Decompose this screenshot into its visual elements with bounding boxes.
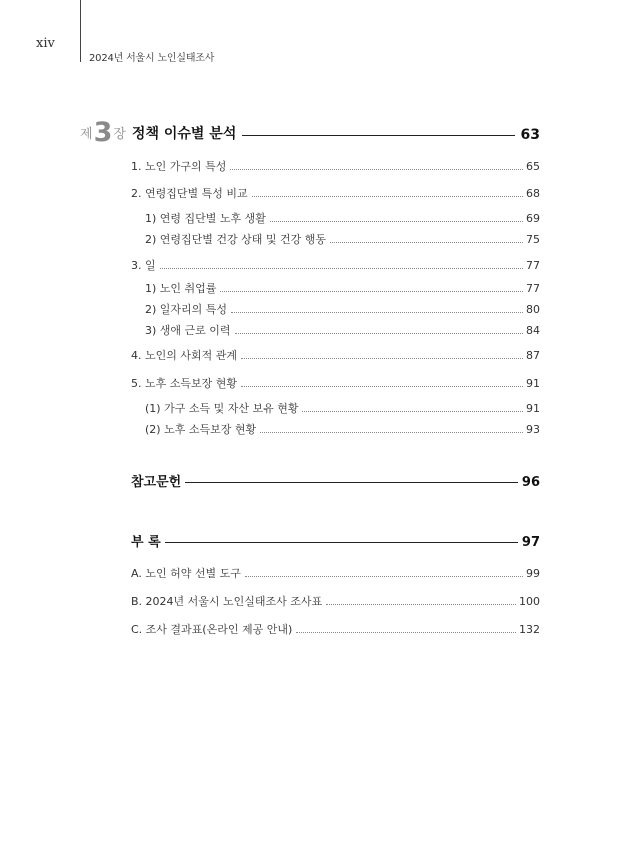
dot-leader [230, 169, 523, 170]
toc-entry-page: 77 [526, 282, 540, 295]
toc-entry-page: 77 [526, 259, 540, 272]
toc-entry-label: 3) 생애 근로 이력 [145, 324, 231, 337]
chapter-suffix: 장 [113, 127, 126, 142]
running-title: 2024년 서울시 노인실태조사 [89, 53, 215, 64]
header-divider [80, 0, 81, 62]
toc-entry-page: 75 [526, 233, 540, 246]
toc-entry[interactable] [131, 347, 540, 363]
dot-leader [241, 358, 523, 359]
toc-subentry[interactable] [145, 231, 540, 247]
toc-subentry[interactable] [145, 322, 540, 338]
page-number: xiv [36, 36, 55, 51]
appendix-page: 97 [521, 535, 540, 550]
chapter-number: 3 [93, 117, 113, 148]
dot-leader [260, 432, 523, 433]
dot-leader [252, 196, 523, 197]
toc-entry-page: 100 [519, 595, 540, 608]
toc-entry[interactable] [131, 158, 540, 174]
dot-leader [245, 576, 523, 577]
toc-entry-label: 4. 노인의 사회적 관계 [131, 349, 237, 362]
dot-leader [330, 242, 523, 243]
toc-entry-label: 1. 노인 가구의 특성 [131, 160, 227, 173]
references-title: 참고문헌 [131, 475, 182, 490]
toc-entry-page: 87 [526, 349, 540, 362]
toc-entry-page: 69 [526, 212, 540, 225]
toc-entry-label: B. 2024년 서울시 노인실태조사 조사표 [131, 595, 323, 608]
toc-entry-label: C. 조사 결과표(온라인 제공 안내) [131, 623, 293, 636]
appendix-entry[interactable] [131, 565, 540, 581]
toc-entry[interactable] [131, 375, 540, 391]
toc-entry-page: 80 [526, 303, 540, 316]
toc-entry-page: 84 [526, 324, 540, 337]
chapter-heading[interactable] [80, 116, 540, 146]
toc-entry[interactable] [131, 257, 540, 273]
toc-subentry[interactable] [145, 301, 540, 317]
chapter-page: 63 [520, 127, 540, 143]
toc-entry-page: 68 [526, 187, 540, 200]
toc-entry-label: 3. 일 [131, 259, 156, 272]
toc-entry-label: 1) 노인 취업률 [145, 282, 217, 295]
toc-subentry[interactable] [145, 280, 540, 296]
appendix-entry[interactable] [131, 593, 540, 609]
chapter-prefix: 제 [80, 127, 93, 142]
dot-leader [220, 291, 523, 292]
toc-subentry[interactable] [145, 421, 540, 437]
dot-leader [241, 386, 523, 387]
toc-entry-label: A. 노인 허약 선별 도구 [131, 567, 241, 580]
appendix-title: 부 록 [131, 535, 161, 550]
toc-entry-label: (2) 노후 소득보장 현황 [145, 423, 257, 436]
toc-entry-label: 5. 노후 소득보장 현황 [131, 377, 237, 390]
toc-entry-label: 1) 연령 집단별 노후 생활 [145, 212, 266, 225]
toc-entry-page: 91 [526, 402, 540, 415]
dot-leader [235, 333, 523, 334]
references-page: 96 [521, 475, 540, 490]
appendix-rule [165, 542, 518, 543]
dot-leader [270, 221, 523, 222]
toc-entry-label: 2) 일자리의 특성 [145, 303, 228, 316]
chapter-title: 정책 이슈별 분석 [131, 126, 237, 142]
dot-leader [160, 268, 523, 269]
dot-leader [302, 411, 523, 412]
references-rule [185, 482, 518, 483]
dot-leader [296, 632, 516, 633]
toc-entry-page: 132 [519, 623, 540, 636]
toc-entry[interactable] [131, 185, 540, 201]
toc-entry-label: (1) 가구 소득 및 자산 보유 현황 [145, 402, 299, 415]
appendix-entry[interactable] [131, 621, 540, 637]
toc-entry-page: 99 [526, 567, 540, 580]
toc-subentry[interactable] [145, 210, 540, 226]
toc-entry-label: 2. 연령집단별 특성 비교 [131, 187, 248, 200]
dot-leader [326, 604, 516, 605]
toc-entry-label: 2) 연령집단별 건강 상태 및 건강 행동 [145, 233, 327, 246]
dot-leader [231, 312, 523, 313]
toc-entry-page: 65 [526, 160, 540, 173]
toc-entry-page: 91 [526, 377, 540, 390]
chapter-rule [242, 135, 514, 136]
toc-subentry[interactable] [145, 400, 540, 416]
toc-entry-page: 93 [526, 423, 540, 436]
references-heading[interactable] [131, 470, 540, 490]
appendix-heading[interactable] [131, 530, 540, 550]
